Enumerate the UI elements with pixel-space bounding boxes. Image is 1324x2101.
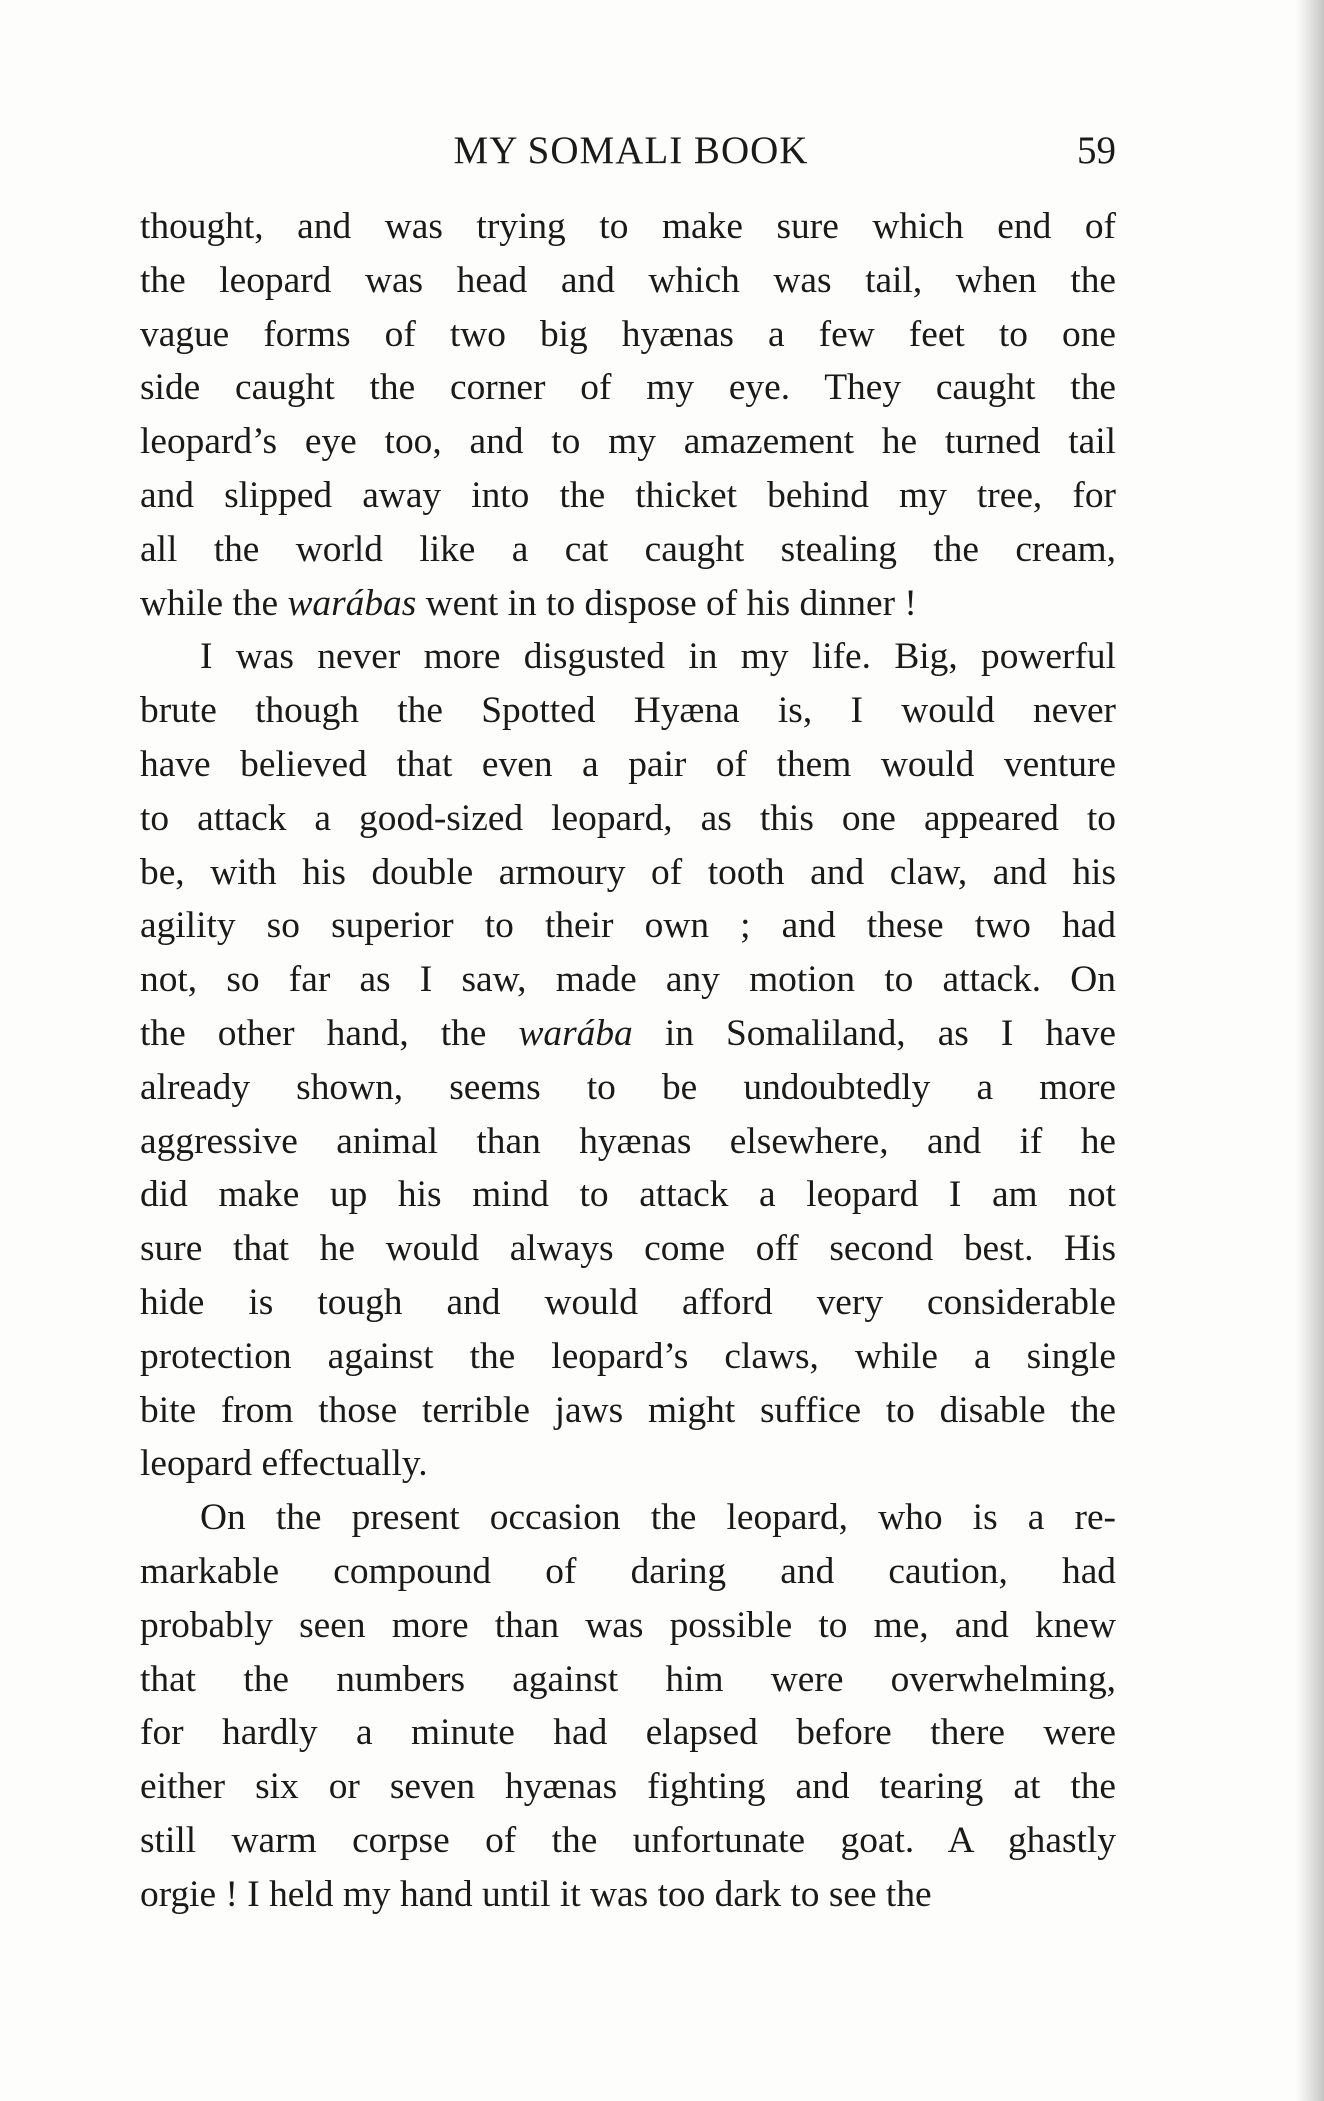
text-segment: thought, and was trying to make sure which end of: [140, 206, 1116, 247]
text-line: [140, 738, 1116, 792]
text-segment: the other hand, the: [140, 1012, 519, 1054]
text-line: [140, 254, 1116, 308]
text-segment: markable compound of daring and caution, had: [140, 1550, 1116, 1592]
text-line: [140, 1653, 1116, 1707]
paragraph: [140, 1491, 1116, 1921]
text-segment: vague forms of two big hyænas a few feet to one: [140, 313, 1116, 355]
text-line: [140, 415, 1116, 469]
text-segment: not, so far as I saw, made any motion to attack. On: [140, 959, 1116, 1001]
text-segment: protection against the leopard’s claws, while a single: [140, 1335, 1116, 1377]
text-line: [140, 1007, 1116, 1061]
text-line: [140, 308, 1116, 362]
text-segment: bite from those terrible jaws might suffice to disable the: [140, 1389, 1116, 1431]
text-segment: leopard effectually.: [140, 1443, 428, 1485]
text-line: [140, 1599, 1116, 1653]
text-segment: leopard’s eye too, and to my amazement he turned tail: [140, 421, 1116, 463]
text-segment: already shown, seems to be undoubtedly a more: [140, 1066, 1116, 1108]
text-line: [140, 899, 1116, 953]
page-header: [140, 128, 1122, 178]
running-title: MY SOMALI BOOK: [453, 129, 809, 172]
text-segment: still warm corpse of the unfortunate goat. A ghastly: [140, 1819, 1116, 1861]
text-line: [140, 1868, 1116, 1922]
text-line: [140, 523, 1116, 577]
paragraph: [140, 200, 1116, 630]
text-line: [140, 361, 1116, 415]
page-number: 59: [1077, 129, 1116, 172]
text-segment: On the present occasion the leopard, who is a re-: [200, 1497, 1116, 1539]
text-segment: all the world like a cat caught stealing the cream,: [140, 528, 1116, 570]
text-line: [140, 1384, 1116, 1438]
text-line: [140, 630, 1116, 684]
text-segment: either six or seven hyænas fighting and tearing at the: [140, 1766, 1116, 1808]
text-segment: probably seen more than was possible to me, and knew: [140, 1604, 1116, 1646]
italic-term: warába: [518, 1012, 633, 1054]
text-line: [140, 846, 1116, 900]
text-line: [140, 1168, 1116, 1222]
text-line: [140, 684, 1116, 738]
text-segment: have believed that even a pair of them would venture: [140, 743, 1116, 785]
paragraph: [140, 630, 1116, 1491]
text-segment: be, with his double armoury of tooth and claw, and his: [140, 851, 1116, 893]
text-line: [140, 1330, 1116, 1384]
text-line: [140, 953, 1116, 1007]
text-segment: while the: [140, 582, 288, 624]
text-segment: sure that he would always come off second best. His: [140, 1228, 1116, 1270]
text-line: [140, 200, 1116, 254]
text-line: [140, 1222, 1116, 1276]
text-segment: orgie ! I held my hand until it was too dark to see the: [140, 1873, 932, 1915]
text-line: [140, 1545, 1116, 1599]
text-line: [140, 792, 1116, 846]
page-edge-shadow: [1296, 0, 1324, 2101]
text-segment: to attack a good-sized leopard, as this one appeared to: [140, 797, 1116, 839]
text-segment: and slipped away into the thicket behind my tree, for: [140, 474, 1116, 516]
text-segment: I was never more disgusted in my life. Big, powerful: [200, 636, 1116, 678]
text-segment: hide is tough and would afford very considerable: [140, 1281, 1116, 1323]
text-line: [140, 577, 1116, 631]
text-segment: that the numbers against him were overwhelming,: [140, 1658, 1116, 1700]
text-line: [140, 1491, 1116, 1545]
text-line: [140, 1115, 1116, 1169]
text-line: [140, 1437, 1116, 1491]
text-line: [140, 1061, 1116, 1115]
text-line: [140, 469, 1116, 523]
text-line: [140, 1276, 1116, 1330]
text-segment: aggressive animal than hyænas elsewhere, and if he: [140, 1120, 1116, 1162]
italic-term: warábas: [287, 582, 417, 624]
text-segment: side caught the corner of my eye. They caught the: [140, 367, 1116, 409]
text-segment: in Somaliland, as I have: [632, 1012, 1116, 1054]
text-segment: agility so superior to their own ; and these two had: [140, 905, 1116, 947]
text-segment: went in to dispose of his dinner !: [416, 582, 917, 624]
text-line: [140, 1706, 1116, 1760]
text-line: [140, 1760, 1116, 1814]
text-segment: brute though the Spotted Hyæna is, I would never: [140, 690, 1116, 732]
text-segment: the leopard was head and which was tail, when the: [140, 259, 1116, 301]
body-text: [140, 200, 1116, 1922]
text-line: [140, 1814, 1116, 1868]
text-segment: did make up his mind to attack a leopard I am not: [140, 1174, 1116, 1216]
text-segment: for hardly a minute had elapsed before there were: [140, 1712, 1116, 1754]
